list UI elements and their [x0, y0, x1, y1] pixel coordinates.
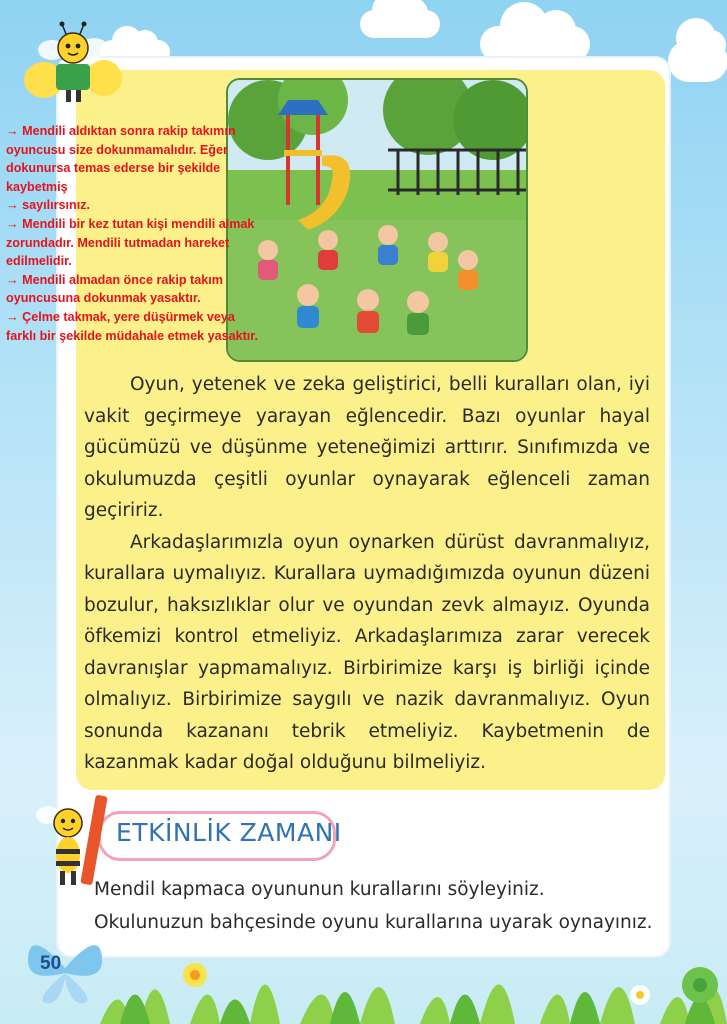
rule-note: → Çelme takmak, yere düşürmek veya farklı bir şekilde müdahale etmek yasaktır. — [6, 309, 259, 343]
butterfly-icon — [20, 928, 110, 1008]
cloud-decoration — [360, 10, 440, 38]
bee-with-pencil-icon — [30, 775, 110, 895]
cloud-decoration — [668, 40, 727, 82]
reading-text — [84, 369, 650, 779]
activity-text: Mendil kapmaca oyununun kurallarını söyleyiniz. Okulunuzun bahçesinde oyunu kurallarına uyarak oynayınız. — [94, 879, 653, 933]
rule-note: → Mendili almadan önce rakip takım oyuncusuna dokunmak yasaktır. — [6, 272, 223, 306]
rule-note: → sayılırsınız. — [6, 198, 90, 213]
playground-illustration — [226, 78, 528, 362]
rules-notes — [6, 122, 266, 345]
grass-decoration — [100, 935, 727, 1024]
paragraph-1: Oyun, yetenek ve zeka geliştirici, belli kuralları olan, iyi vakit geçirmeye yarayan eğlencedir. Bazı oyunlar hayal gücümüzü ve düşünme yeteneğimizi arttırır. Sınıfımızda ve okulumuzda çeşitli oyunlar oynayarak eğlenceli zaman geçiririz. — [84, 374, 650, 521]
bee-reading-book-icon — [22, 20, 122, 110]
activity-title: ETKİNLİK ZAMANI — [116, 818, 342, 847]
rule-note: → Mendili aldıktan sonra rakip takımın oyuncusu size dokunmamalıdır. Eğer dokunursa temas ederse bir şekilde kaybetmiş — [6, 124, 236, 194]
cloud-decoration — [480, 26, 590, 62]
rule-note: → Mendili bir kez tutan kişi mendili almak zorundadır. Mendili tutmadan hareket edilmelidir. — [6, 216, 255, 269]
page-number: 50 — [40, 953, 62, 974]
paragraph-2: Arkadaşlarımızla oyun oynarken dürüst davranmalıyız, kurallara uymalıyız. Kurallara uymadığımızda oyunun düzeni bozulur, haksızlıklar olur ve oyundan zevk almayız. Oyunda öfkemizi kontrol etmeliyiz. Arkadaşlarımıza zarar verecek davranışlar yapmamalıyız. Birbirimize karşı iş birliği içinde olmalıyız. Birbirimize saygılı ve nazik davranmalıyız. Oyun sonunda kazananı tebrik etmeliyiz. Kaybetmenin de kazanmak kadar doğal olduğunu bilmeliyiz. — [84, 531, 650, 773]
